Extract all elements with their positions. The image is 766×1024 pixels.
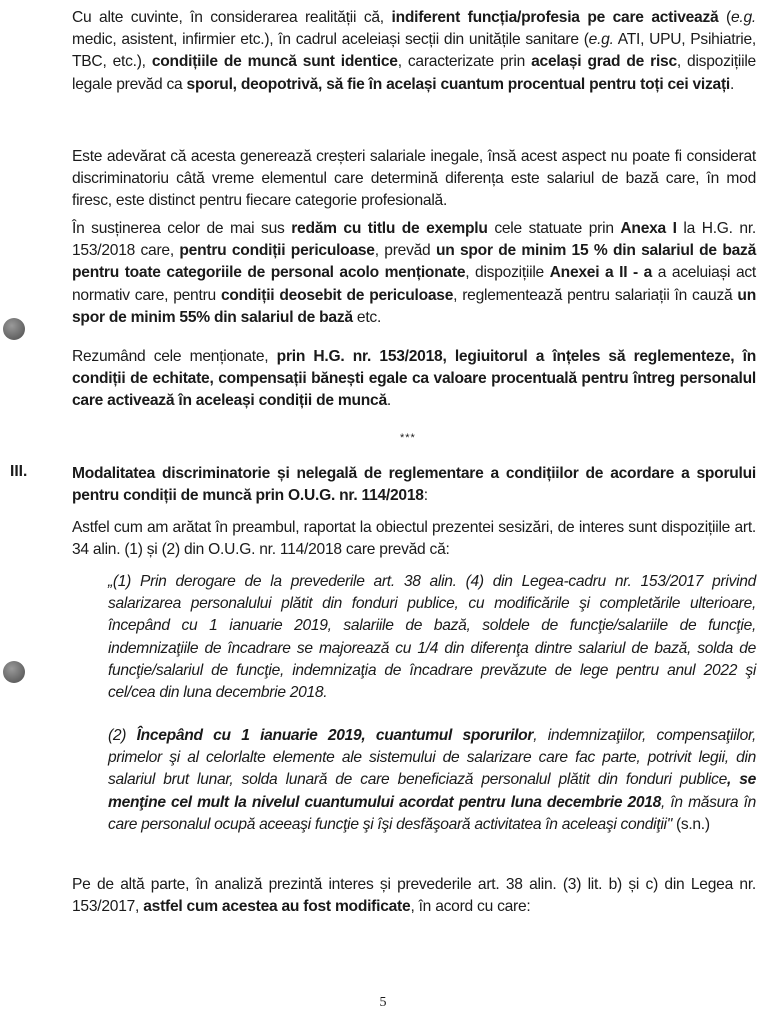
italic-run: e.g. (730, 9, 756, 26)
punch-hole-bottom (3, 661, 25, 683)
text-run: , dispozițiile legale prevăd ca (72, 53, 756, 93)
text-run: Cu alte cuvinte, în considerarea realității că, (72, 9, 392, 26)
bold-run: același grad de risc (531, 53, 677, 71)
paragraph-4 (72, 346, 756, 413)
punch-hole-top (3, 318, 25, 340)
text-run: , dispozițiile (465, 264, 550, 282)
bold-run: un spor de minim 15 % din salariul de bază pentru toate categoriile de personal acolo menționate (72, 242, 756, 282)
italic-run: e.g. (588, 31, 614, 49)
bold-run: Anexa I (620, 220, 677, 237)
bold-run: pentru condiții periculoase (179, 242, 375, 260)
section-title (72, 463, 756, 507)
page-number: 5 (379, 995, 387, 1010)
quote-paragraph-1: „(1) Prin derogare de la prevederile art. 38 alin. (4) din Legea-cadru nr. 153/2017 privind salarizarea personalului plătit din fonduri publice, cu modificările şi completările ulterioare, începând cu 1 ianuarie 2019, salariile de bază, soldele de funcţie/salariile de funcţie, indemnizaţiile de încadrare se majorează cu 1/4 din diferenţa dintre salariul de bază, solda de funcţie/salariul de funcţie, indemnizaţia de încadrare prevăzute de lege pentru anul 2022 şi cel/cea din luna decembrie 2018. (108, 573, 756, 702)
text-run: . (386, 392, 391, 410)
text-run: a aceluiași act normativ care, pentru (72, 264, 757, 304)
bold-run: , se menţine cel mult la nivelul cuantumului acordat pentru luna decembrie 2018 (108, 771, 757, 811)
text-run: (2) (108, 727, 137, 744)
text-run: cele statuate prin (487, 220, 621, 237)
text-run: Rezumând cele menționate, (72, 348, 277, 365)
paragraph-3 (72, 218, 756, 329)
paragraph-2: Este adevărat că acesta generează creșteri salariale inegale, însă acest aspect nu poate fi considerat discriminatoriu câtă vreme elementul care determină diferența este salariul de bază care, în mod firesc, este distinct pentru fiecare categorie profesională. (72, 148, 756, 210)
bold-run: prin H.G. nr. 153/2018, legiuitorul a înțeles să reglementeze, în condiții de echitate, compensații bănești egale ca valoare procentuală pentru întreg personalul care activează în aceleași condiții de muncă (72, 348, 756, 410)
text-run: la H.G. nr. 153/2018 care, (72, 220, 757, 260)
section-number: III. (10, 463, 28, 480)
bold-run: un spor de minim 55% din salariul de bază (72, 286, 756, 326)
bold-run: redăm cu titlu de exemplu (291, 220, 488, 237)
section-title-colon: : (423, 487, 428, 505)
text-run: , în acord cu care: (410, 898, 531, 916)
text-run: . (730, 75, 735, 93)
text-run: , prevăd (374, 242, 436, 260)
text-run: , reglementează pentru salariații în cauză (453, 286, 738, 304)
text-run: medic, asistent, infirmier etc.), în cadrul aceleiași secții din unitățile sanitare ( (72, 31, 589, 49)
quote-paragraph-2 (108, 725, 756, 836)
section-separator: *** (400, 432, 416, 444)
bold-run: indiferent funcția/profesia pe care activează (391, 9, 719, 26)
text-run: Pe de altă parte, în analiză prezintă interes și prevederile art. 38 alin. (3) lit. b) și c) din Legea nr. 153/2017, (72, 876, 756, 916)
paragraph-5: Astfel cum am arătat în preambul, raportat la obiectul prezentei sesizări, de interes sunt dispozițiile art. 34 alin. (1) și (2) din O.U.G. nr. 114/2018 care prevăd că: (72, 519, 756, 559)
text-run: , în măsura în care personalul ocupă aceeaşi funcţie şi îşi desfăşoară activitatea în aceleaşi condiţii (108, 793, 756, 833)
bold-run: condiții deosebit de periculoase (220, 286, 454, 304)
bold-run: astfel cum acestea au fost modificate (143, 898, 411, 916)
text-run: etc. (352, 308, 382, 326)
section-title-text: Modalitatea discriminatorie și nelegală de reglementare a condițiilor de acordare a sporului pentru condiții de muncă prin O.U.G. nr. 114/2018 (72, 465, 756, 505)
text-run: În susținerea celor de mai sus (72, 220, 292, 237)
bold-run: sporul, deopotrivă, să fie în același cuantum procentual pentru toți cei vizați (186, 75, 730, 93)
text-run: ( (718, 9, 731, 26)
bold-run: condițiile de muncă sunt identice (151, 53, 398, 71)
paragraph-6 (72, 874, 756, 918)
bold-run: Anexei a II - a (549, 264, 653, 282)
bold-run: Începând cu 1 ianuarie 2019, cuantumul sporurilor (136, 727, 534, 744)
text-run: , caracterizate prin (397, 53, 532, 71)
closing-quote: " (666, 815, 672, 833)
paragraph-1 (72, 7, 756, 96)
text-run: ATI, UPU, Psihiatrie, TBC, etc.), (72, 31, 756, 71)
emphasis-note: (s.n.) (671, 815, 710, 833)
text-run: , indemnizaţiilor, compensaţiilor, primelor şi al celorlalte elemente ale sistemului de salarizare care fac parte, potrivit legii, din salariul brut lunar, solda lunară de care beneficiază personalul plătit din fonduri publice (108, 727, 757, 789)
